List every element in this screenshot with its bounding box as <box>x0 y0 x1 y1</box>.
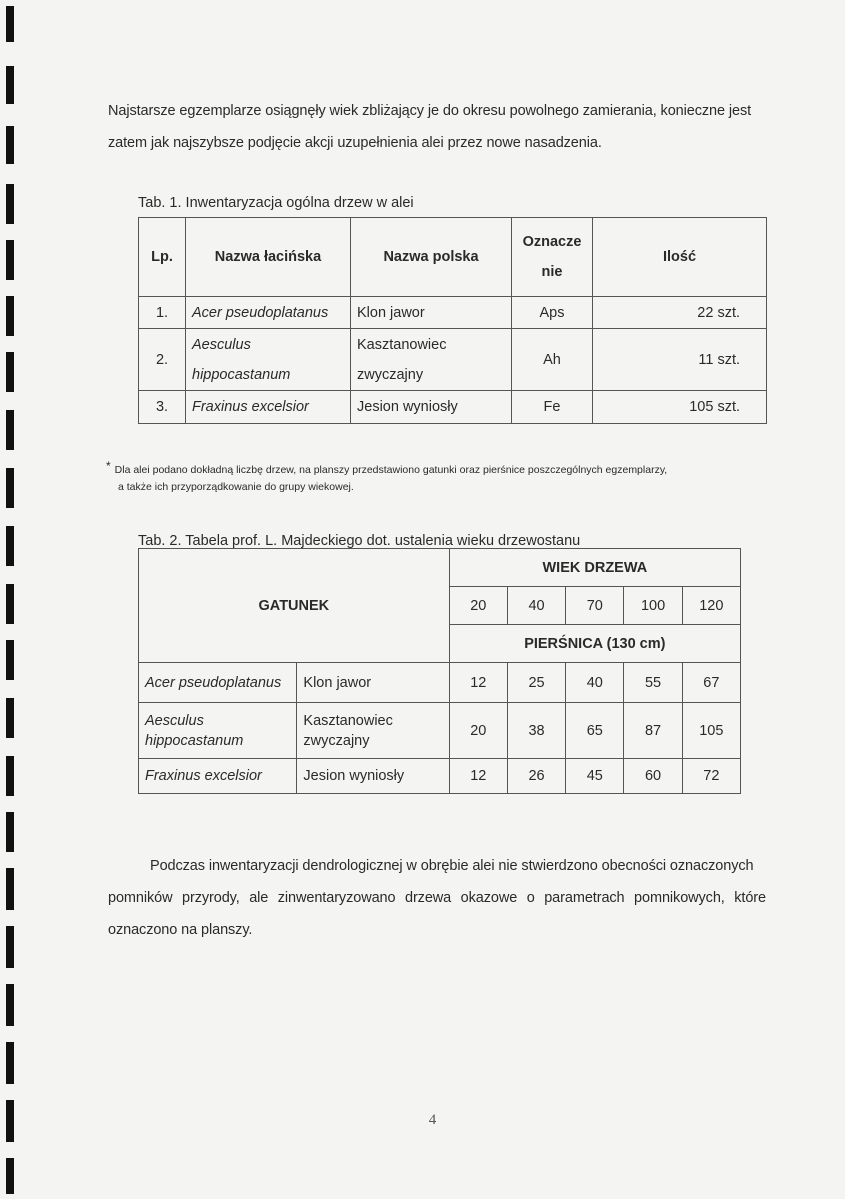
closing-line-3: oznaczono na planszy. <box>108 922 253 938</box>
table1 <box>138 217 767 424</box>
footnote <box>106 461 766 496</box>
intro-line-1: Najstarsze egzemplarze osiągnęły wiek zbliżający je do okresu powolnego zamierania, konieczne jest <box>108 103 752 119</box>
intro-line-2: zatem jak najszybsze podjęcie akcji uzupełnienia alei przez nowe nasadzenia. <box>108 135 602 151</box>
page-number: 4 <box>428 1112 437 1128</box>
table1-header-polish: Nazwa polska <box>351 218 512 297</box>
table2-age-header: WIEK DRZEWA <box>449 549 740 587</box>
footnote-line-2: a także ich przyporządkowanie do grupy wiekowej. <box>118 481 354 493</box>
table-row: 3. Fraxinus excelsior Jesion wyniosły Fe 105 szt. <box>139 391 767 424</box>
table1-header-code: Oznacze nie <box>512 218 593 297</box>
intro-paragraph <box>108 95 768 159</box>
table2-species-header: GATUNEK <box>139 549 450 663</box>
closing-line-2: pomników przyrody, ale zinwentaryzowano drzewa okazowe o parametrach pomnikowych, które <box>108 890 766 906</box>
table1-header-count: Ilość <box>593 218 767 297</box>
table-row: 1. Acer pseudoplatanus Klon jawor Aps 22 szt. <box>139 297 767 329</box>
closing-paragraph <box>108 850 766 946</box>
table1-header-latin: Nazwa łacińska <box>186 218 351 297</box>
table-row: Acer pseudoplatanus Klon jawor 12 25 40 55 67 <box>139 663 741 703</box>
table2-caption: Tab. 2. Tabela prof. L. Majdeckiego dot. ustalenia wieku drzewostanu <box>138 533 581 549</box>
table-row: 2. Aesculus hippocastanum Kasztanowiec zwyczajny Ah 11 szt. <box>139 329 767 391</box>
footnote-star: * <box>106 459 111 473</box>
table1-caption: Tab. 1. Inwentaryzacja ogólna drzew w alei <box>138 195 414 211</box>
table2 <box>138 548 741 794</box>
table-row: Aesculus hippocastanum Kasztanowiec zwyczajny 20 38 65 87 105 <box>139 703 741 759</box>
table2-ages-row: 20 40 70 100 120 <box>139 587 741 625</box>
table-row: Fraxinus excelsior Jesion wyniosły 12 26 45 60 72 <box>139 759 741 794</box>
footnote-line-1: Dla alei podano dokładną liczbę drzew, na planszy przedstawiono gatunki oraz pierśnice poszczególnych egzemplarzy, <box>114 464 668 476</box>
closing-line-1: Podczas inwentaryzacji dendrologicznej w obrębie alei nie stwierdzono obecności oznaczonych <box>150 858 754 874</box>
table1-header-lp: Lp. <box>139 218 186 297</box>
table2-dbh-header: PIERŚNICA (130 cm) <box>449 625 740 663</box>
table1-header-row <box>139 218 767 297</box>
